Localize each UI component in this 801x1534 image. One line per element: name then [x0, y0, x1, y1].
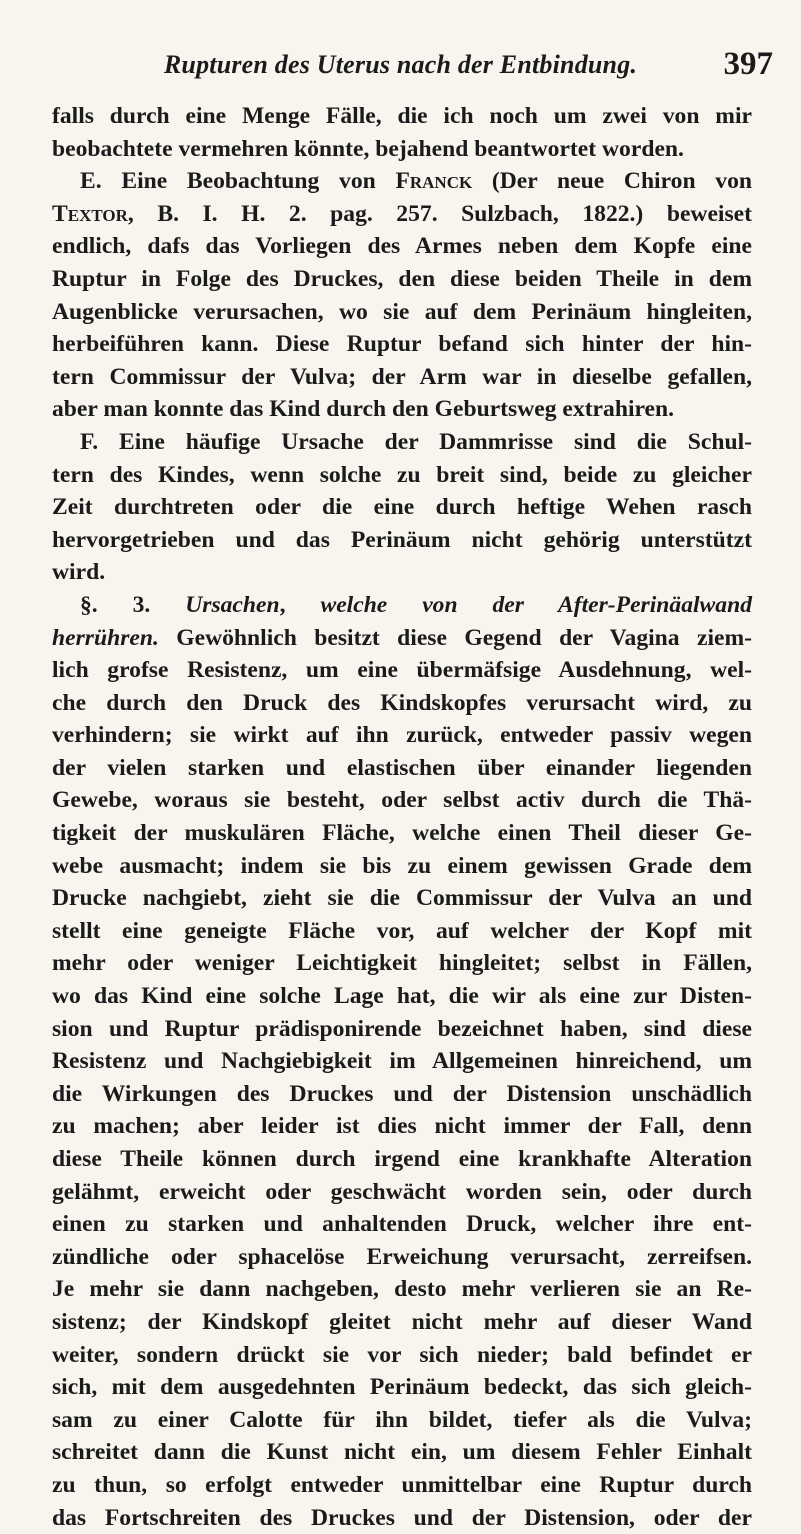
author-name: Textor — [52, 200, 128, 227]
text-line: sistenz; der Kindskopf gleitet nicht mehr auf dieser Wand — [52, 1308, 752, 1335]
text-line: sich, mit dem ausgedehnten Perinäum bedeckt, das sich gleich- — [52, 1374, 752, 1401]
text-line: Textor, B. I. H. 2. pag. 257. Sulzbach, 1822.) beweiset — [52, 200, 752, 227]
text-line: zündliche oder sphacelöse Erweichung verursacht, zerreifsen. — [52, 1243, 752, 1270]
text-line: weiter, sondern drückt sie vor sich nieder; bald befindet er — [52, 1341, 752, 1368]
body-text — [52, 100, 752, 1534]
text-line: Augenblicke verursachen, wo sie auf dem Perinäum hingleiten, — [52, 298, 752, 325]
text-line: Resistenz und Nachgiebigkeit im Allgemeinen hinreichend, um — [52, 1048, 752, 1075]
text-line: sam zu einer Calotte für ihn bildet, tiefer als die Vulva; — [52, 1406, 752, 1433]
text-line: das Fortschreiten des Druckes und der Distension, oder der — [52, 1504, 752, 1531]
text-line: Gewebe, woraus sie besteht, oder selbst activ durch die Thä- — [52, 787, 752, 814]
text-line: schreitet dann die Kunst nicht ein, um diesem Fehler Einhalt — [52, 1439, 752, 1466]
text-line: tern des Kindes, wenn solche zu breit sind, beide zu gleicher — [52, 461, 752, 488]
paragraph-f: F. Eine häufige Ursache der Dammrisse sind die Schul- — [80, 428, 752, 455]
text-line: wo das Kind eine solche Lage hat, die wir als eine zur Disten- — [52, 983, 752, 1010]
text-line: wird. — [52, 559, 106, 586]
text-line: zu machen; aber leider ist dies nicht immer der Fall, denn — [52, 1113, 752, 1140]
text-line: der vielen starken und elastischen über einander liegenden — [52, 754, 752, 781]
text-line: gelähmt, erweicht oder geschwächt worden sein, oder durch — [52, 1178, 752, 1205]
text-line: mehr oder weniger Leichtigkeit hingleitet; selbst in Fällen, — [52, 950, 752, 977]
section-heading: §. 3. Ursachen, welche von der After-Perinäalwand — [80, 591, 753, 618]
text-line: tern Commissur der Vulva; der Arm war in dieselbe gefallen, — [52, 363, 752, 390]
text-line: Drucke nachgiebt, zieht sie die Commissur der Vulva an und — [52, 885, 752, 912]
text-line: hervorgetrieben und das Perinäum nicht gehörig unterstützt — [52, 526, 752, 553]
text-line: verhindern; sie wirkt auf ihn zurück, entweder passiv wegen — [52, 722, 752, 749]
text-line: che durch den Druck des Kindskopfes verursacht wird, zu — [52, 689, 752, 716]
text-line: tigkeit der muskulären Fläche, welche einen Theil dieser Ge- — [52, 820, 752, 847]
text-line: Zeit durchtreten oder die eine durch heftige Wehen rasch — [52, 494, 752, 521]
text-line: die Wirkungen des Druckes und der Distension unschädlich — [52, 1080, 752, 1107]
text-line: beobachtete vermehren könnte, bejahend beantwortet worden. — [52, 135, 684, 162]
text-line: herbeiführen kann. Diese Ruptur befand sich hinter der hin- — [52, 331, 752, 358]
text-line: lich grofse Resistenz, um eine übermäfsige Ausdehnung, wel- — [52, 657, 752, 684]
text-line: Je mehr sie dann nachgeben, desto mehr verlieren sie an Re- — [52, 1276, 752, 1303]
running-head — [0, 46, 801, 90]
text-line: sion und Ruptur prädisponirende bezeichnet haben, sind diese — [52, 1015, 752, 1042]
text-line: einen zu starken und anhaltenden Druck, welcher ihre ent- — [52, 1211, 752, 1238]
text-line: falls durch eine Menge Fälle, die ich noch um zwei von mir — [52, 103, 752, 129]
text-line: webe ausmacht; indem sie bis zu einem gewissen Grade dem — [52, 852, 752, 879]
running-title: Rupturen des Uterus nach der Entbindung. — [163, 50, 638, 79]
paragraph-e: E. Eine Beobachtung von Franck (Der neue Chiron von — [80, 168, 752, 195]
page-number: 397 — [723, 46, 773, 82]
text-line: stellt eine geneigte Fläche vor, auf welcher der Kopf mit — [52, 917, 752, 944]
text-line: Ruptur in Folge des Druckes, den diese beiden Theile in dem — [52, 265, 752, 292]
author-name: Franck — [395, 168, 473, 195]
text-line: aber man konnte das Kind durch den Geburtsweg extrahiren. — [52, 396, 675, 423]
text-line: diese Theile können durch irgend eine krankhafte Alteration — [52, 1146, 752, 1172]
text-line: endlich, dafs das Vorliegen des Armes neben dem Kopfe eine — [52, 233, 752, 260]
text-line: zu thun, so erfolgt entweder unmittelbar eine Ruptur durch — [52, 1471, 752, 1498]
text-line: herrühren. Gewöhnlich besitzt diese Gegend der Vagina ziem- — [52, 624, 752, 651]
